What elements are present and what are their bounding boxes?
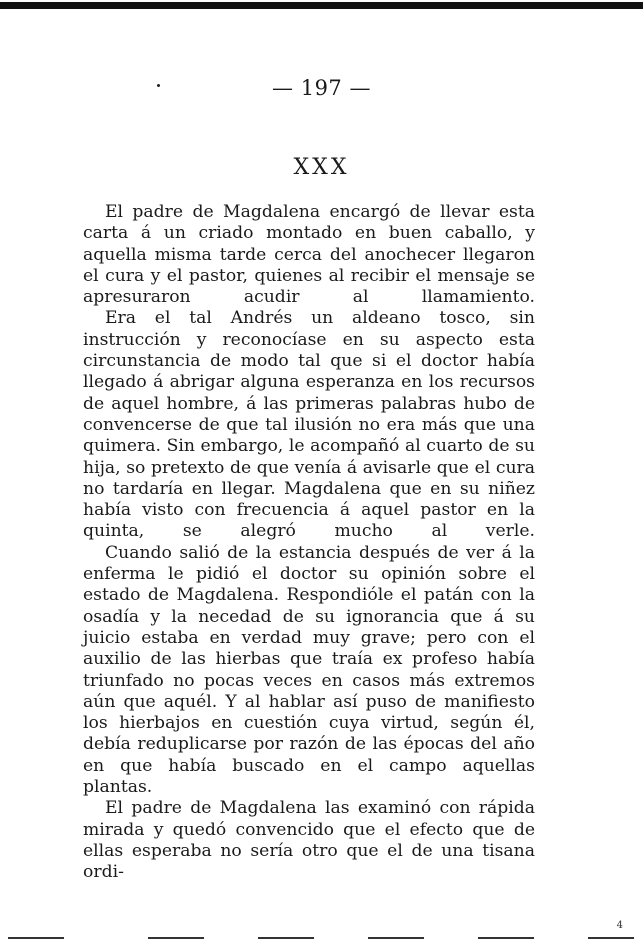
footer-rule: [148, 937, 204, 939]
top-border-rule: [0, 2, 643, 9]
footer-rule: [368, 937, 424, 939]
footer-rules: [0, 937, 643, 941]
paragraph-2: Era el tal Andrés un aldeano tosco, sin instrucción y reconocíase en su aspecto esta circunstancia de modo tal que si el doctor había llegado á abrigar alguna esperanza en los recursos de aquel hombre, á las primeras palabras hubo de convencerse de que tal ilusión no era más que una quimera. Sin embargo, le acompañó al cuarto de su hija, so pretexto de que venía á avisarle que el cura no tardaría en llegar. Magdalena que en su niñez había visto con frecuencia á aquel pastor en la quinta, se alegró mucho al verle.: [83, 308, 535, 542]
paragraph-1: El padre de Magdalena encargó de llevar esta carta á un criado montado en buen caballo, y aquella misma tarde cerca del anochecer llegaron el cura y el pastor, quienes al recibir el mensaje se apresuraron acudir al llamamiento.: [83, 202, 535, 308]
footer-rule: [258, 937, 314, 939]
corner-mark: 4: [616, 920, 623, 931]
page-number-text: — 197 —: [272, 76, 371, 100]
footer-rule: [588, 937, 634, 939]
footer-rule: [478, 937, 534, 939]
page-number: [0, 76, 643, 100]
paragraph-4: El padre de Magdalena las examinó con rápida mirada y quedó convencido que el efecto que de ellas esperaba no sería otro que el de una tisana ordi-: [83, 798, 535, 883]
chapter-title: XXX: [293, 155, 350, 180]
stray-dot: [157, 84, 160, 87]
paragraph-3: Cuando salió de la estancia después de ver á la enferma le pidió el doctor su opinión sobre el estado de Magdalena. Respondióle el patán con la osadía y la necedad de su ignorancia que á su juicio estaba en verdad muy grave; pero con el auxilio de las hierbas que traía ex profeso había triunfado no pocas veces en casos más extremos aún que aquél. Y al hablar así puso de manifiesto los hierbajos en cuestión cuya virtud, según él, debía reduplicarse por razón de las épocas del año en que había buscado en el campo aquellas plantas.: [83, 542, 535, 798]
footer-rule: [8, 937, 64, 939]
body-text: [83, 202, 535, 884]
